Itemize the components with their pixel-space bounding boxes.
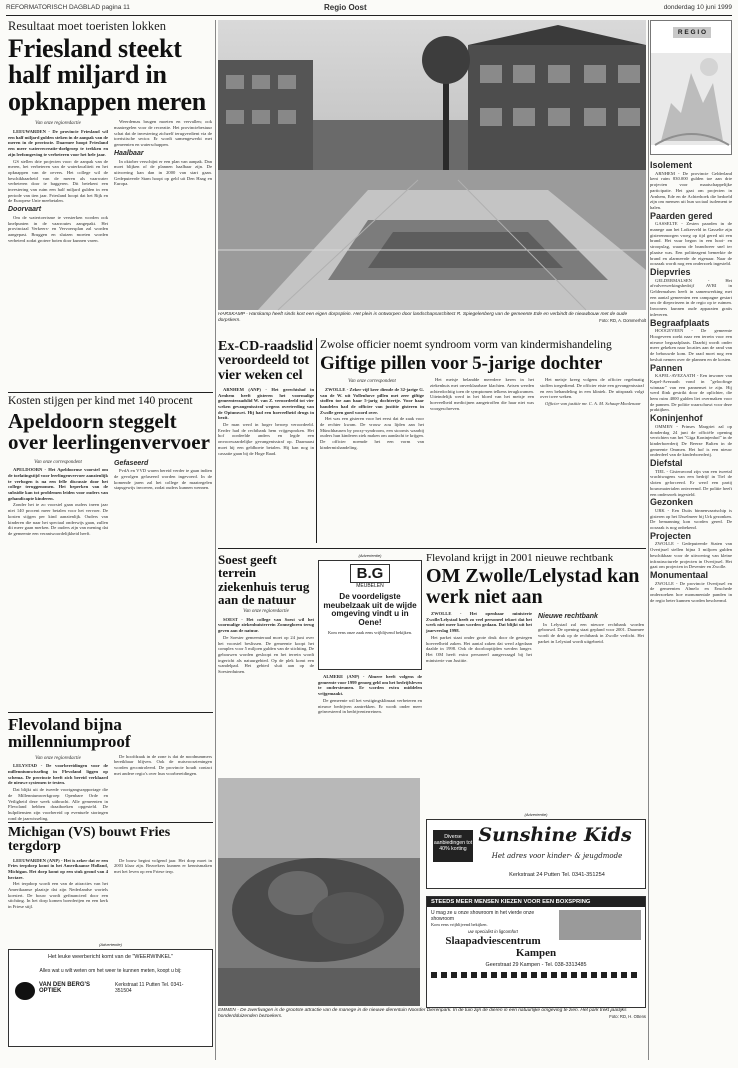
col-rule-left [215, 20, 216, 1060]
brief-title: Paarden gered [650, 210, 713, 221]
brief-5 [650, 413, 732, 458]
regio-briefs [650, 160, 732, 604]
soest-byline: Van onze regioredactie [243, 609, 289, 614]
harskamp-caption-text: HARSKAMP - Harskamp heeft sinds kort een eigen dorpsplein. Het plein is ontworpen door landschapsarchitect R. Spiegelenberg van de gemeente Ede en verbindt de nieuwbouw met de oude dorpskern. [218, 312, 628, 323]
flevoland-body2: De hoofdzaak in de zone is dat de noodnummers bereikbaar blijven. Ook de nutsvoorzieningen worden gecontroleerd. De provincie houdt contact met andere regio's over hun voorbereidingen. [114, 753, 212, 776]
omzwolle-lead: ZWOLLE - Het openbaar ministerie Zwolle/Lelystad heeft zo veel personeel tekort dat het werk niet meer kan worden gedaan. Dat blijkt uit het jaarverslag 1998. [426, 611, 532, 634]
exzcd-body: De man werd in hoger beroep veroordeeld. Eerder had de rechtbank hem vrijgesproken. Het hof oordeelde anders en legde een onvoorwaardelijke gevangenisstraf op. Daarnaast moet hij een geldboete betalen. Hij kan nog in cassatie gaan bij de Hoge Raad. [218, 422, 314, 456]
brief-6 [650, 458, 732, 497]
brief-title: Monumentaal [650, 570, 709, 580]
omzwolle-body: Het parket staat onder grote druk door de gestegen hoeveelheid zaken. Het aantal zaken dat werd afgedaan daalde in 1998. Ook de doorlooptijden werden langer. Het OM heeft extra personeel aangevraagd bij het ministerie van Justitie. [426, 634, 532, 663]
brief-title: Pannen [650, 362, 683, 373]
bg-logo: B.G [350, 564, 391, 583]
brief-title: Projecten [650, 530, 692, 541]
zwolle-lead: ZWOLLE - Zeker vijf keer diende de 32-jarige G. van de W. uit Vollenhove pillen met zeer giftige stoffen toe aan haar 5-jarig dochtertje. Voor haar handelen had de officier van justitie gisteren in Zwolle geen goed woord over. [320, 386, 424, 415]
apeldoorn-kicker: Kosten stijgen per kind met 140 procent [8, 395, 193, 407]
brief-2 [650, 266, 732, 318]
boxspring-headline: STEEDS MEER MENSEN KIEZEN VOOR EEN BOXSPRING [427, 897, 645, 907]
article-headline: Friesland steekt half miljard in opknappen meren [8, 33, 207, 116]
bg-ad[interactable] [318, 560, 422, 670]
brief-text: ARNHEM - De provincie Gelderland kent ruim 830.000 gulden toe aan drie projecten voor maatschappelijke participatie. Het gaat om projecten in Arnhem, Ede en de Achterhoek die bedoeld zijn om mensen uit hun sociaal isolement te halen. [650, 170, 732, 210]
flevoland-body: Dat blijkt uit de tweede voortgangsrapportage die de Millenniumwerkgroep Openbare Orde en Veiligheid deze week uitbracht. Alle gemeenten in Flevoland hebben draaiboeken opgesteld. De hulpdiensten zijn voorbereid op eventuele storingen rond de jaarwisseling. [8, 787, 108, 821]
rule-flevoland [8, 712, 213, 713]
michigan-headline: Michigan (VS) bouwt Fries tergdorp [8, 825, 171, 855]
article-flevoland [8, 715, 213, 821]
page-header [6, 4, 732, 14]
emmen-photo [218, 778, 420, 1006]
harskamp-caption-credit: Foto: RD, A. Dommerholt [599, 317, 646, 323]
vandenberg-ad[interactable] [8, 949, 213, 1047]
vdb-logo [15, 982, 35, 1000]
brief-8 [650, 530, 732, 570]
brief-3 [650, 317, 732, 363]
exzcd-lead: ARNHEM (ANP) - Het gerechtshof in Arnhem heeft gisteren het voormalige gemeenteraadslid W. van Z. veroordeeld tot vier weken gevangenisstraf wegens overtreding van de Opiumwet. Hij had een hoeveelheid drugs in bezit. [218, 386, 314, 421]
emmen-caption [218, 1008, 646, 1060]
boxspring-text: U mag ze u onze showroom in het vierde onze showroom [431, 910, 535, 922]
apeldoorn-body2: PvdA en VVD waren bereid verder te gaan indien de gevolgen gefaseerd worden ingevoerd. In de komende jaren zal het college de maatregelen stapsgewijs invoeren, zodat ouders kunnen wennen. [114, 468, 212, 491]
brief-9 [650, 570, 732, 604]
regio-logo: R E G I O [673, 27, 711, 38]
brief-text: ZWOLLE - De provincie Overijssel en de gemeenten Almelo en Enschede onderzoeken hoe monumentale panden in de regio beter kunnen worden beschermd. [650, 580, 732, 603]
brief-text: OMMEN - Prinses Margriet zal op donderdag 24 juni de officiële opening verrichten van het "Giga Koninjenhof" in de kinderboerderij De Beerze Bulten in de gemeente Ommen. Het hof is een nieuw onderdeel van de kinderboerderij. [650, 423, 732, 458]
michigan-body: Het terpdorp wordt een van de attracties van het Amerikaanse plaatsje dat zijn Nederlandse wortels koestert. De bouw wordt gefinancierd door een stichting. In het dorp komen boerderijen en een kerk in Friese stijl. [8, 881, 108, 910]
sunshine-ad-label: (Advertentie) [524, 812, 548, 817]
brief-text: TIEL - Gisteravond zijn van een tweetal vrachtwagens van een bedrijf in Tiel de sloten geforceerd. Er werd een partij bouwmaterialen ontvreemd. De politie heeft een onderzoek ingesteld. [650, 468, 732, 497]
soest-lead: SOEST - Het college van Soest wil het voormalige ziekenhuisterrein Zonnegloren terug geven aan de natuur. [218, 616, 314, 634]
almere-lead: ALMERE (ANP) - Almere heeft volgens de gemeente voor 1999 genoeg geld om het bedrijfsleven te ondersteunen. Er worden extra middelen vrijgemaakt. [318, 674, 422, 697]
brief-7 [650, 497, 732, 531]
michigan-body2: De bouw begint volgend jaar. Het dorp moet in 2003 klaar zijn. Bezoekers kunnen er kennismaken met het leven op een Friese terp. [114, 857, 212, 874]
bg-headline: De voordeligste meubelzaak uit de wijde omgeving vindt u in Oene! [323, 592, 417, 627]
article-body: GS stellen drie projecten voor: de aanpak van de meren, het verbeteren van de waterkwaliteit en het opknappen van de oevers. Het college wil de beschikbaarheid van de meren als vaarwater verbeteren door te baggeren. Dit betekent een investering van ruim een half miljard gulden in een periode van tien jaar. Friesland hoopt dat het Rijk en de Europese Unie meebetalen. [8, 158, 108, 204]
article-friesland [8, 20, 213, 392]
regio-banner-graphic [651, 43, 731, 155]
apeldoorn-byline: Van onze correspondent [34, 459, 82, 465]
brief-title: Diepvries [650, 266, 691, 277]
sunshine-title: Sunshine Kids [478, 824, 632, 846]
apeldoorn-headline: Apeldoorn steggelt over leerlingenvervoer [8, 408, 210, 455]
zwolle-body3: Het meisje kreeg volgens de officier regelmatig stoffen toegediend. De officier eiste een gevangenisstraf en een behandeling in een kliniek. De uitspraak volgt over twee weken. [540, 377, 644, 400]
zwolle-body2: Het meisje belandde meerdere keren in het ziekenhuis met onverklaarbare klachten. Artsen werden achterdochtig toen de symptomen telkens terugkwamen. Uiteindelijk werd in het bloed van het meisje een hoeveelheid medicijnen aangetroffen die haar niet was voorgeschreven. [430, 377, 534, 411]
vdb-address: Kerkstraat 11 Putten Tel. 0341-351504 [115, 982, 184, 994]
bg-ad-area [318, 553, 422, 773]
slaap-address: Geerstraat 29 Kampen - Tel. 038-3313485 [485, 962, 587, 968]
flevoland-headline: Flevoland bijna millenniumproof [8, 715, 131, 752]
article-subhead: Doorvaart [8, 206, 42, 214]
article-michigan [8, 826, 213, 936]
header-center: Regio Oost [324, 3, 367, 12]
slaap-name: Slaapadviescentrum Kampen [445, 935, 557, 959]
emmen-photo-image [218, 778, 420, 1006]
omzwolle-body2: In Lelystad zal een nieuwe rechtbank worden gebouwd. De opening staat gepland voor 2001. Daarmee wordt de druk op de rechtbank in Zwolle verlicht. Het parket in Lelystad wordt uitgebreid. [538, 621, 644, 644]
article-lead: LEEUWARDEN - De provincie Friesland wil een half miljard gulden steken in de aanpak van de meren in de provincie. Daarmee hoopt Friesland een meer waterrecreatie-doelgroep te trekken en zijn leefomgeving te verbeteren voor het hele jaar. [8, 129, 108, 157]
sunshine-ad-area [426, 812, 646, 892]
brief-title: Isolement [650, 160, 693, 170]
exzcd-headline: Ex-CD-raadslid veroordeeld tot vier weken cel [218, 339, 313, 383]
zwolle-byline: Van onze correspondent [348, 379, 396, 385]
vdb-text: Het leuke weerbericht komt van de "WEERWINKEL" [47, 954, 174, 960]
zwolle-kicker: Zwolse officier noemt syndroom vorm van kindermishandeling [320, 339, 612, 351]
article-kicker: Resultaat moet toeristen lokken [8, 19, 166, 33]
bg-detail: Kom eens onze zaak eens vrijblijvend bekijken. [327, 630, 412, 636]
slaap-pattern [431, 972, 641, 978]
flevoland-lead: LELYSTAD - De voorbereidingen voor de millenniumwisseling in Flevoland liggen op schema. De provincie heeft zich bereid verklaard de nieuwe systemen te testen. [8, 763, 108, 786]
omzwolle-kicker: Flevoland krijgt in 2001 nieuwe rechtbank [426, 552, 614, 564]
brief-text: HOOGEVEEN - De gemeente Hoogeveen zoekt naar een terrein voor een nieuwe begraafplaats. Daarbij wordt onder meer gekeken naar locaties aan de rand van de bebouwde kom. De raad moet nog een besluit nemen over de plannen en de kosten. [650, 328, 732, 362]
harskamp-caption [218, 312, 646, 334]
header-right: donderdag 10 juni 1999 [663, 4, 732, 11]
zwolle-body: Het was een gisteren voor het eerst dat de zaak voor de rechter kwam. De vrouw zou lijden aan het Münchhausen by proxy-syndroom, een stoornis waarbij ouders hun kinderen ziek maken om aandacht te krijgen. De officier noemde het een vorm van kindermishandeling. [320, 416, 424, 450]
omzwolle-subhead: Nieuwe rechtbank [538, 613, 598, 620]
article-body2: Om de watertoerisme te versterken worden ook knelpunten in de vaarroutes aangepakt. Het provinciaal Verkeers- en Vervoersplan zal worden aangepast. Bruggen en sluizen moeten worden verbeterd zodat grotere boten door kunnen varen. [8, 214, 108, 243]
rule-apeldoorn [8, 392, 213, 393]
article-exzcd [218, 340, 314, 545]
brief-1 [650, 210, 732, 267]
header-rule [6, 15, 732, 16]
article-byline: Van onze regioredactie [35, 121, 81, 127]
vdb-name: VAN DEN BERG'S OPTIEK [39, 982, 90, 994]
rule-soest [218, 548, 646, 549]
brief-title: Begraafplaats [650, 317, 710, 328]
col-rule-right [648, 20, 649, 1060]
article-zwolle [320, 340, 646, 545]
article-body3: Weerdemas brugen moeten en vervallen; ook maatregelen voor de recreatie. Het provinciebestuur schat dat de investering zichzelf terugverdient via de toeristische sector. Er wordt samengewerkt met gemeenten en waterschappen. [114, 119, 212, 148]
sunshine-address: Kerkstraat 24 Putten Tel. 0341-351254 [509, 872, 605, 878]
almere-body: De gemeente wil het vestigingsklimaat verbeteren en nieuwe bedrijven aantrekken. Er wordt onder meer geïnvesteerd in bedrijventerreinen. [318, 697, 422, 715]
article-subhead2: Haalbaar [114, 149, 144, 157]
harskamp-photo-image [218, 20, 646, 310]
soest-body: De Soester gemeenteraad moet op 24 juni over het voorstel beslissen. De gemeente koopt het complex voor 5 miljoen gulden van de stichting. De gebouwen worden gesloopt en het terrein wordt ingericht als natuurgebied. Op de plek komt een wandelpad. Het gebied sluit aan op de Soesterduinen. [218, 634, 314, 675]
omzwolle-headline: OM Zwolle/Lelystad kan werk niet aan [426, 565, 640, 608]
brief-text: GELDERMALSEN - Het afvalverwerkingsbedrijf AVRI in Geldermalsen heeft in samenwerking met een aantal gemeenten een campagne gestart om de diepvriezen in de regio op te ruimen. Inwoners kunnen oude apparaten gratis inleveren. [650, 277, 732, 317]
bg-sub: MEUBELEN [356, 583, 384, 589]
apeldoorn-subhead: Gefaseerd [114, 459, 149, 467]
emmen-caption-credit: Foto: RD, H. Ottens [609, 1013, 646, 1019]
harskamp-photo [218, 20, 646, 310]
apeldoorn-lead: APELDOORN - Het Apeldoornse voorstel om de toelatingstijd voor leerlingenvervoer aanzienlijk te verhogen is na een felle discussie door het college teruggenomen. Het beperken van de subsidie kan tot problemen leiden voor ouders van gehandicapte kinderen. [8, 467, 108, 501]
apeldoorn-body: Zonder het te zo voorstel gaan ouders ineen jaar niet 140 procent meer betalen voor het vervoer. De kosten stijgen per kind aanzienlijk. Ouders van kinderen die naar het speciaal onderwijs gaan, zullen dit meer gaan merken. De ouders zijn van mening dat de gemeente een verantwoordelijkheid heeft. [8, 502, 108, 536]
article-body4: In oktober verschijnt er een plan van aanpak. Dan moet blijken of de plannen haalbaar zijn. De uitvoering kan dan in 2000 van start gaan. Gedeputeerde Stam hoopt op geld uit Den Haag en Europa. [114, 158, 212, 187]
vandenberg-ad-area [8, 942, 213, 1052]
brief-title: Gezonken [650, 497, 694, 508]
rule-exzcd [316, 338, 317, 543]
vdb-ad-label: (Advertentie) [99, 942, 122, 947]
brief-text: URK - Een Duits binnenvaartschip is gisteren op het IJsselmeer bij Urk gezonken. De bemanning kon worden gered. De oorzaak is nog onbekend. [650, 507, 732, 531]
boxspring-ad[interactable] [426, 896, 646, 1008]
sunshine-ad[interactable] [426, 819, 646, 889]
bg-ad-label: (Advertentie) [358, 553, 382, 558]
article-omzwolle [426, 553, 646, 808]
rule-michigan [8, 822, 213, 823]
sunshine-box: Diverse aanbiedingen tot 40% korting [433, 830, 473, 862]
zwolle-headline: Giftige pillen voor 5-jarige dochter [320, 352, 603, 374]
sunshine-sub: Het adres voor kinder- & jeugdmode [491, 852, 623, 860]
soest-headline: Soest geeft terrein ziekenhuis terug aan de natuur [218, 552, 310, 607]
slaap-pre: uw specialist in ligcomfort [468, 929, 518, 934]
zwolle-sign: Officier van justitie mr. C. A. M. Schaap-Moolenaar [545, 400, 641, 406]
regio-sidebar [650, 20, 732, 1060]
article-apeldoorn [8, 396, 213, 706]
brief-0 [650, 160, 732, 211]
brief-text: GASSELTE - Zesten paarden in de manege aan het Loikerveld in Gasselte zijn gisterenmorgen vroeg op tijd gered uit een brand. Het vuur begon in een hooi- en stroopslag, waarna de brandweer snel ter plaatse was. Een politieagent bemerkte de brand en alarmeerde de eigenaar. Naar de oorzaak wordt nog een onderzoek ingesteld. [650, 221, 732, 267]
brief-title: Diefstal [650, 458, 683, 469]
brief-4 [650, 362, 732, 414]
brief-text: KAPEL-AVEZAATH - Een inwoner van Kapel-Avezaath vond in "geloofinge winnaar" van een pannenset te zijn. Hij werd flink gestrikt door de oplichter, die hem ruim 4000 gulden liet overmaken voor de pannen. De politie waarschuwt voor deze praktijken. [650, 373, 732, 413]
michigan-lead: LEEUWARDEN (ANP) - Het is zeker dat er een Fries terpdorp komt in het Amerikaanse Holland, Michigan. Het dorp komt op een stuk grond van 4 hectare. [8, 857, 108, 880]
boxspring-detail: Kom eens vrijblijvend bekijken. [431, 922, 488, 927]
brief-title: Koninjenhof [650, 413, 703, 424]
header-left: REFORMATORISCH DAGBLAD pagina 11 [6, 4, 130, 11]
boxspring-image [559, 910, 641, 940]
article-soest [218, 553, 314, 773]
vdb-slogan: Alles wat u wilt weten om het weer te kunnen meten, koopt u bij: [39, 968, 182, 974]
brief-text: ZWOLLE - Gedeputeerde Staten van Overijssel stellen bijna 3 miljoen gulden beschikbaar voor de uitvoering van kleine infrastructurele projecten in Overijssel. Het gaat om projecten in Deventer en Zwolle. [650, 541, 732, 570]
emmen-caption-text: EMMEN - De zwerfwagen is de grootste attractie van de manege in de nieuwe dierentuin Noorder Dierenpark. In de tuin zijn de dieren in een natuurlijke omgeving te zien. Het park trekt jaarlijks honderdduizenden bezoekers. [218, 1008, 627, 1019]
regio-banner [650, 20, 732, 155]
flevoland-byline: Van onze regioredactie [35, 755, 81, 761]
